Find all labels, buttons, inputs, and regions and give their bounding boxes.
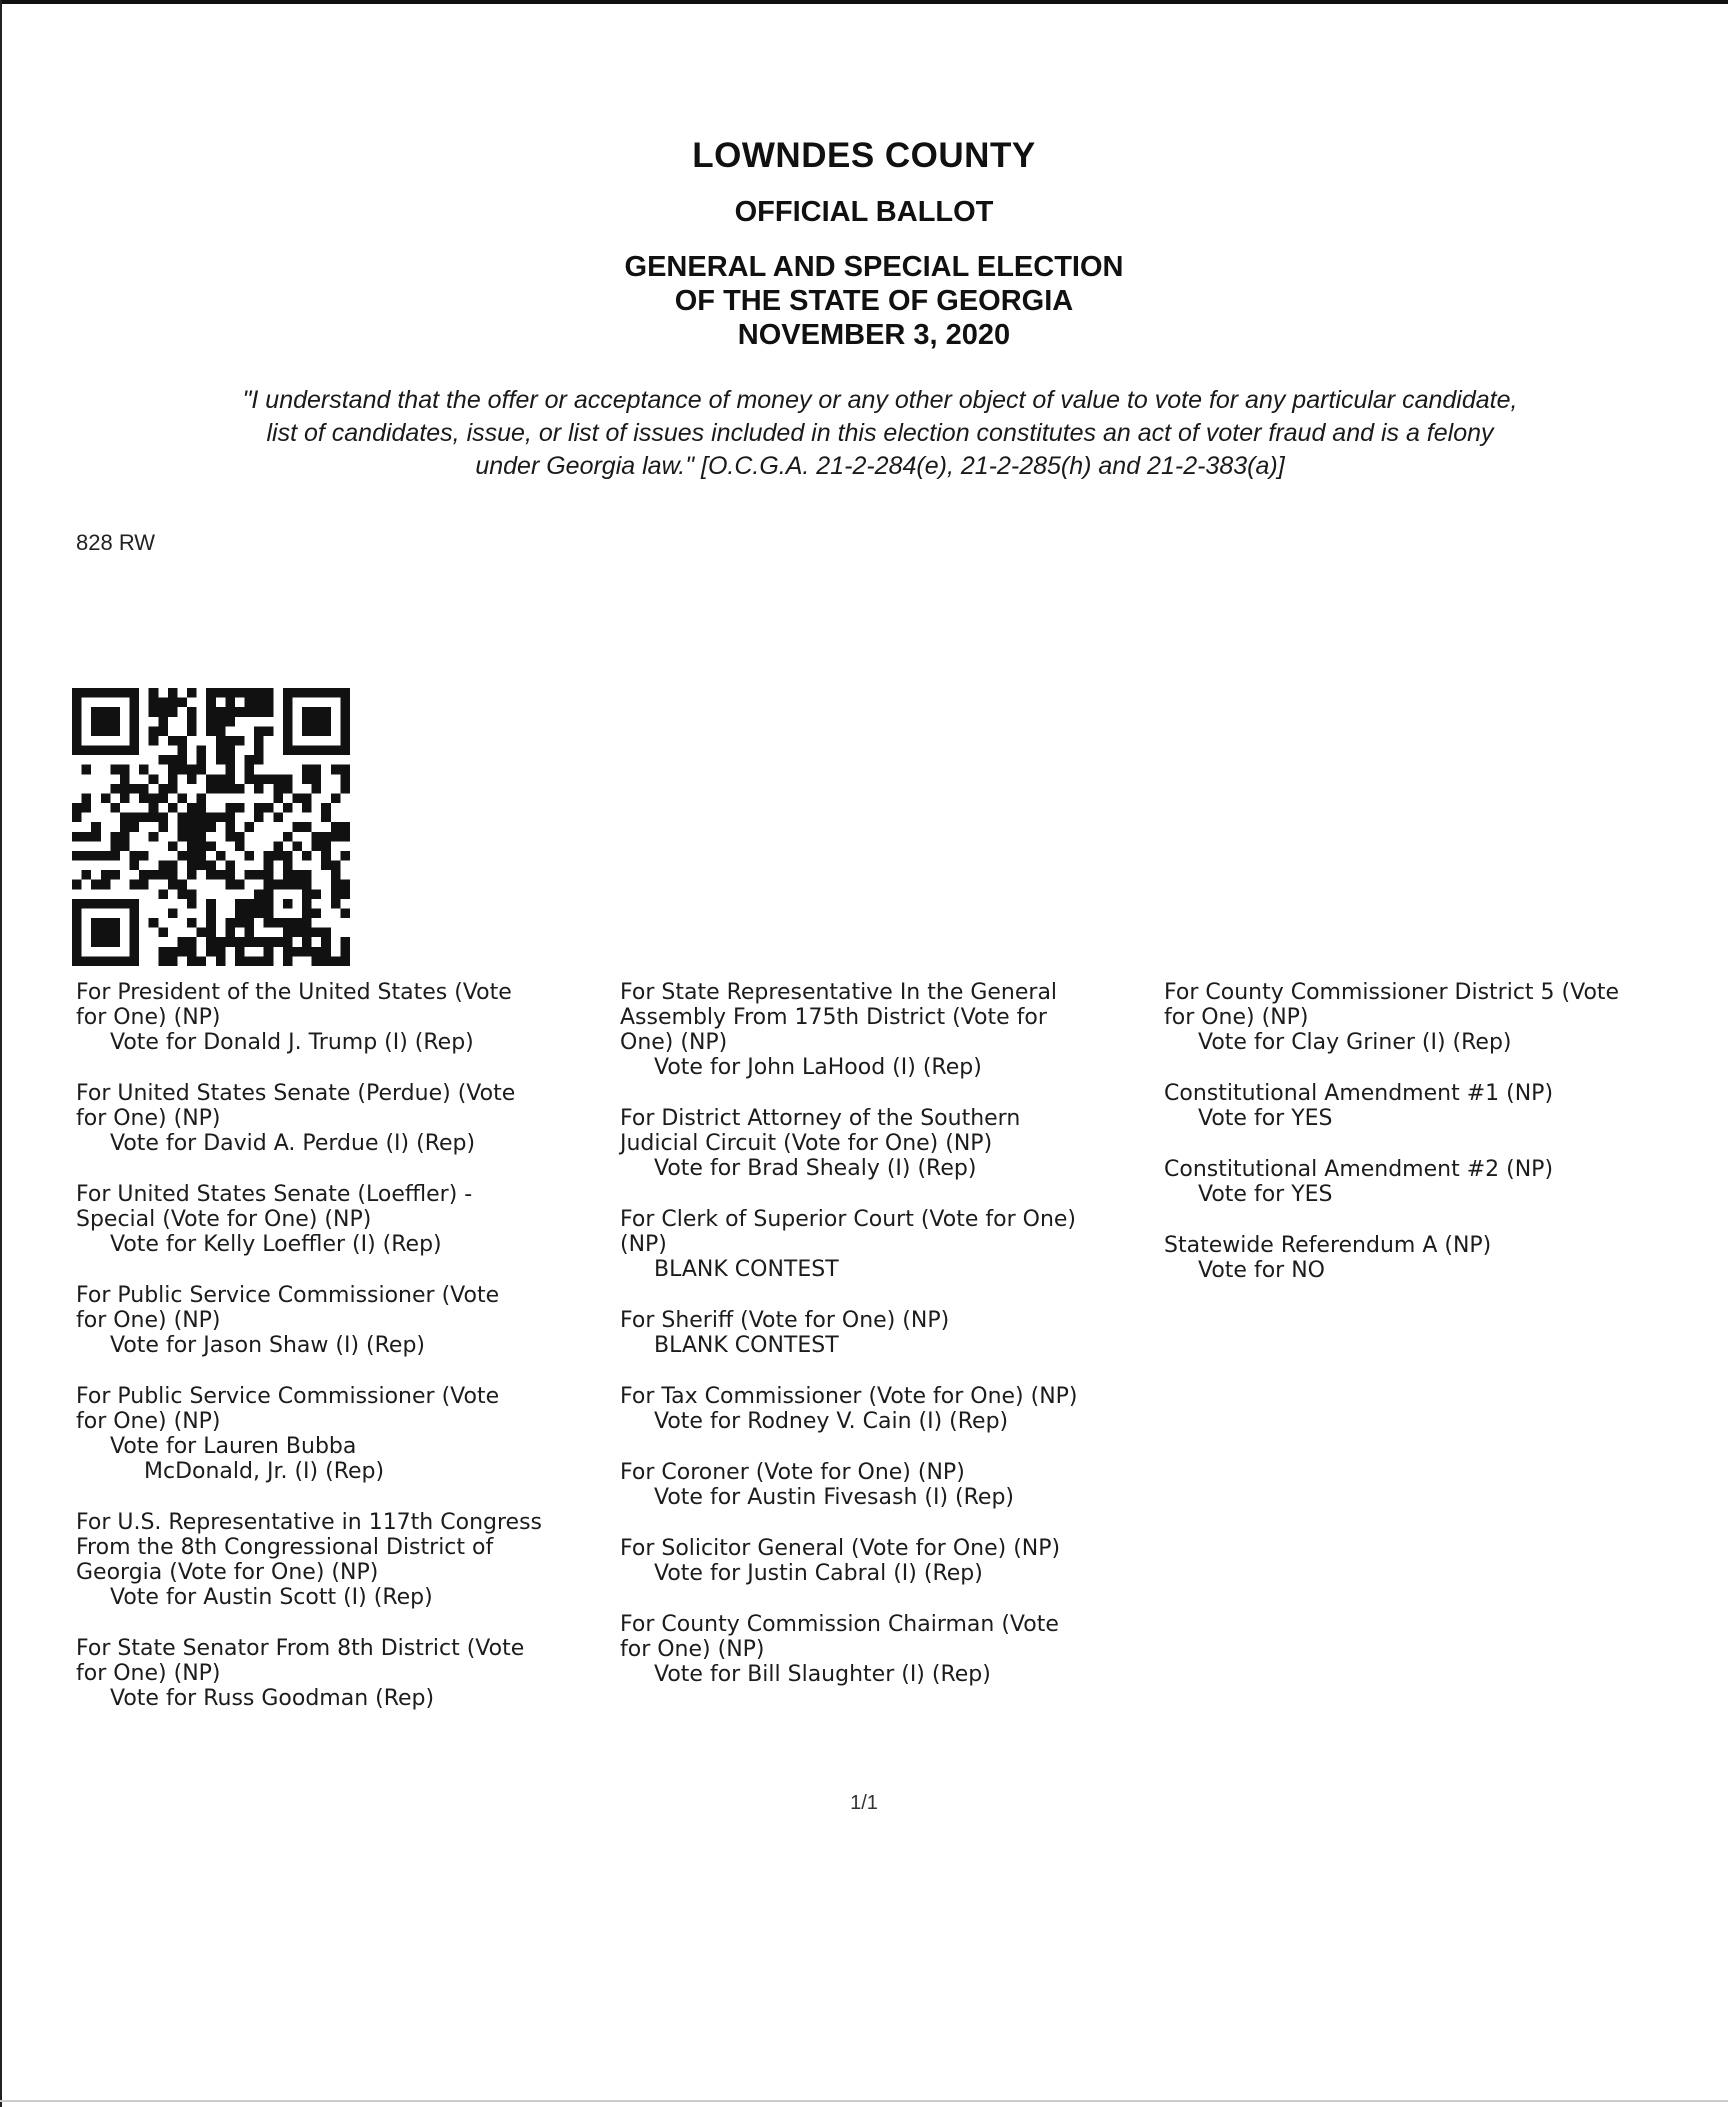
contest-title: Constitutional Amendment #2 (NP) xyxy=(1164,1157,1554,1182)
contest-title: For U.S. Representative in 117th Congress From the 8th Congressional District of Georgia (Vote for One) (NP) xyxy=(76,1510,542,1585)
oath-line: "I understand that the offer or acceptance of money or any other object of value to vote for any particular candidate, xyxy=(242,386,1518,414)
contest-item xyxy=(620,1384,1160,1434)
contest-item xyxy=(620,1536,1160,1586)
election-title-line1: GENERAL AND SPECIAL ELECTION xyxy=(624,251,1124,283)
contest-item xyxy=(620,980,1160,1080)
contest-title: For United States Senate (Perdue) (Vote for One) (NP) xyxy=(76,1081,516,1131)
contest-item xyxy=(76,1510,606,1610)
contest-selection: Vote for Rodney V. Cain (I) (Rep) xyxy=(654,1409,1009,1434)
contest-selection: Vote for Austin Scott (I) (Rep) xyxy=(110,1585,433,1610)
contest-selection: BLANK CONTEST xyxy=(654,1257,839,1282)
contest-item xyxy=(620,1612,1160,1687)
contest-column-1 xyxy=(76,980,606,1737)
contest-title: Constitutional Amendment #1 (NP) xyxy=(1164,1081,1554,1106)
scan-bottom-edge xyxy=(0,2100,1728,2102)
contest-column-2 xyxy=(620,980,1160,1713)
contest-selection: BLANK CONTEST xyxy=(654,1333,839,1358)
contest-selection: Vote for YES xyxy=(1198,1106,1333,1131)
contest-selection: Vote for John LaHood (I) (Rep) xyxy=(654,1055,982,1080)
contest-selection: Vote for Clay Griner (I) (Rep) xyxy=(1198,1030,1512,1055)
contest-selection: Vote for NO xyxy=(1198,1258,1325,1283)
contest-item xyxy=(620,1106,1160,1181)
contest-selection: Vote for David A. Perdue (I) (Rep) xyxy=(110,1131,476,1156)
contest-item xyxy=(76,1081,606,1156)
contest-title: For Public Service Commissioner (Vote for One) (NP) xyxy=(76,1283,500,1333)
contest-item xyxy=(76,1636,606,1711)
contest-title: For United States Senate (Loeffler) - Special (Vote for One) (NP) xyxy=(76,1182,473,1232)
contest-selection: Vote for Russ Goodman (Rep) xyxy=(110,1686,435,1711)
ballot-type: OFFICIAL BALLOT xyxy=(734,196,994,228)
contest-item xyxy=(76,980,606,1055)
contest-selection-continued: McDonald, Jr. (I) (Rep) xyxy=(144,1459,385,1484)
contest-title: For Public Service Commissioner (Vote for One) (NP) xyxy=(76,1384,500,1434)
voter-oath xyxy=(60,384,1700,483)
oath-line: under Georgia law." [O.C.G.A. 21-2-284(e), 21-2-285(h) and 21-2-383(a)] xyxy=(475,452,1285,480)
contest-item xyxy=(620,1207,1160,1282)
contest-title: For State Senator From 8th District (Vote for One) (NP) xyxy=(76,1636,525,1686)
contest-title: For District Attorney of the Southern Judicial Circuit (Vote for One) (NP) xyxy=(620,1106,1021,1156)
contest-item xyxy=(1164,980,1704,1055)
contest-title: For Solicitor General (Vote for One) (NP) xyxy=(620,1536,1061,1561)
contest-item xyxy=(76,1182,606,1257)
election-date: NOVEMBER 3, 2020 xyxy=(737,319,1011,351)
contest-item xyxy=(76,1384,606,1484)
contest-item xyxy=(620,1308,1160,1358)
county-title: LOWNDES COUNTY xyxy=(692,136,1036,175)
contest-item xyxy=(620,1460,1160,1510)
contest-selection: Vote for Kelly Loeffler (I) (Rep) xyxy=(110,1232,442,1257)
contest-title: For Tax Commissioner (Vote for One) (NP) xyxy=(620,1384,1078,1409)
contest-selection: Vote for Justin Cabral (I) (Rep) xyxy=(654,1561,983,1586)
contest-column-3 xyxy=(1164,980,1704,1309)
contest-selection: Vote for Lauren Bubba xyxy=(110,1434,357,1459)
contest-selection: Vote for Austin Fivesash (I) (Rep) xyxy=(654,1485,1015,1510)
contest-selection: Vote for YES xyxy=(1198,1182,1333,1207)
contest-selection: Vote for Jason Shaw (I) (Rep) xyxy=(110,1333,426,1358)
contest-title: For County Commissioner District 5 (Vote for One) (NP) xyxy=(1164,980,1620,1030)
contest-item xyxy=(1164,1157,1704,1207)
contest-selection: Vote for Donald J. Trump (I) (Rep) xyxy=(110,1030,474,1055)
contest-item xyxy=(1164,1233,1704,1283)
scan-top-edge xyxy=(0,0,1728,4)
contest-item xyxy=(76,1283,606,1358)
contest-selection: Vote for Bill Slaughter (I) (Rep) xyxy=(654,1662,991,1687)
contest-title: For President of the United States (Vote for One) (NP) xyxy=(76,980,512,1030)
oath-line: list of candidates, issue, or list of issues included in this election constitutes an act of voter fraud and is a felony xyxy=(266,419,1494,447)
contest-title: For County Commission Chairman (Vote for One) (NP) xyxy=(620,1612,1059,1662)
ballot-style-id: 828 RW xyxy=(76,530,156,555)
contest-title: For Coroner (Vote for One) (NP) xyxy=(620,1460,965,1485)
contest-title: Statewide Referendum A (NP) xyxy=(1164,1233,1492,1258)
qr-code xyxy=(72,688,350,966)
election-title-line2: OF THE STATE OF GEORGIA xyxy=(674,285,1074,317)
contest-title: For Clerk of Superior Court (Vote for One) (NP) xyxy=(620,1207,1077,1257)
contest-title: For State Representative In the General Assembly From 175th District (Vote for One) (NP) xyxy=(620,980,1058,1055)
page-number: 1/1 xyxy=(850,1792,878,1814)
contest-selection: Vote for Brad Shealy (I) (Rep) xyxy=(654,1156,977,1181)
contest-title: For Sheriff (Vote for One) (NP) xyxy=(620,1308,950,1333)
contest-item xyxy=(1164,1081,1704,1131)
